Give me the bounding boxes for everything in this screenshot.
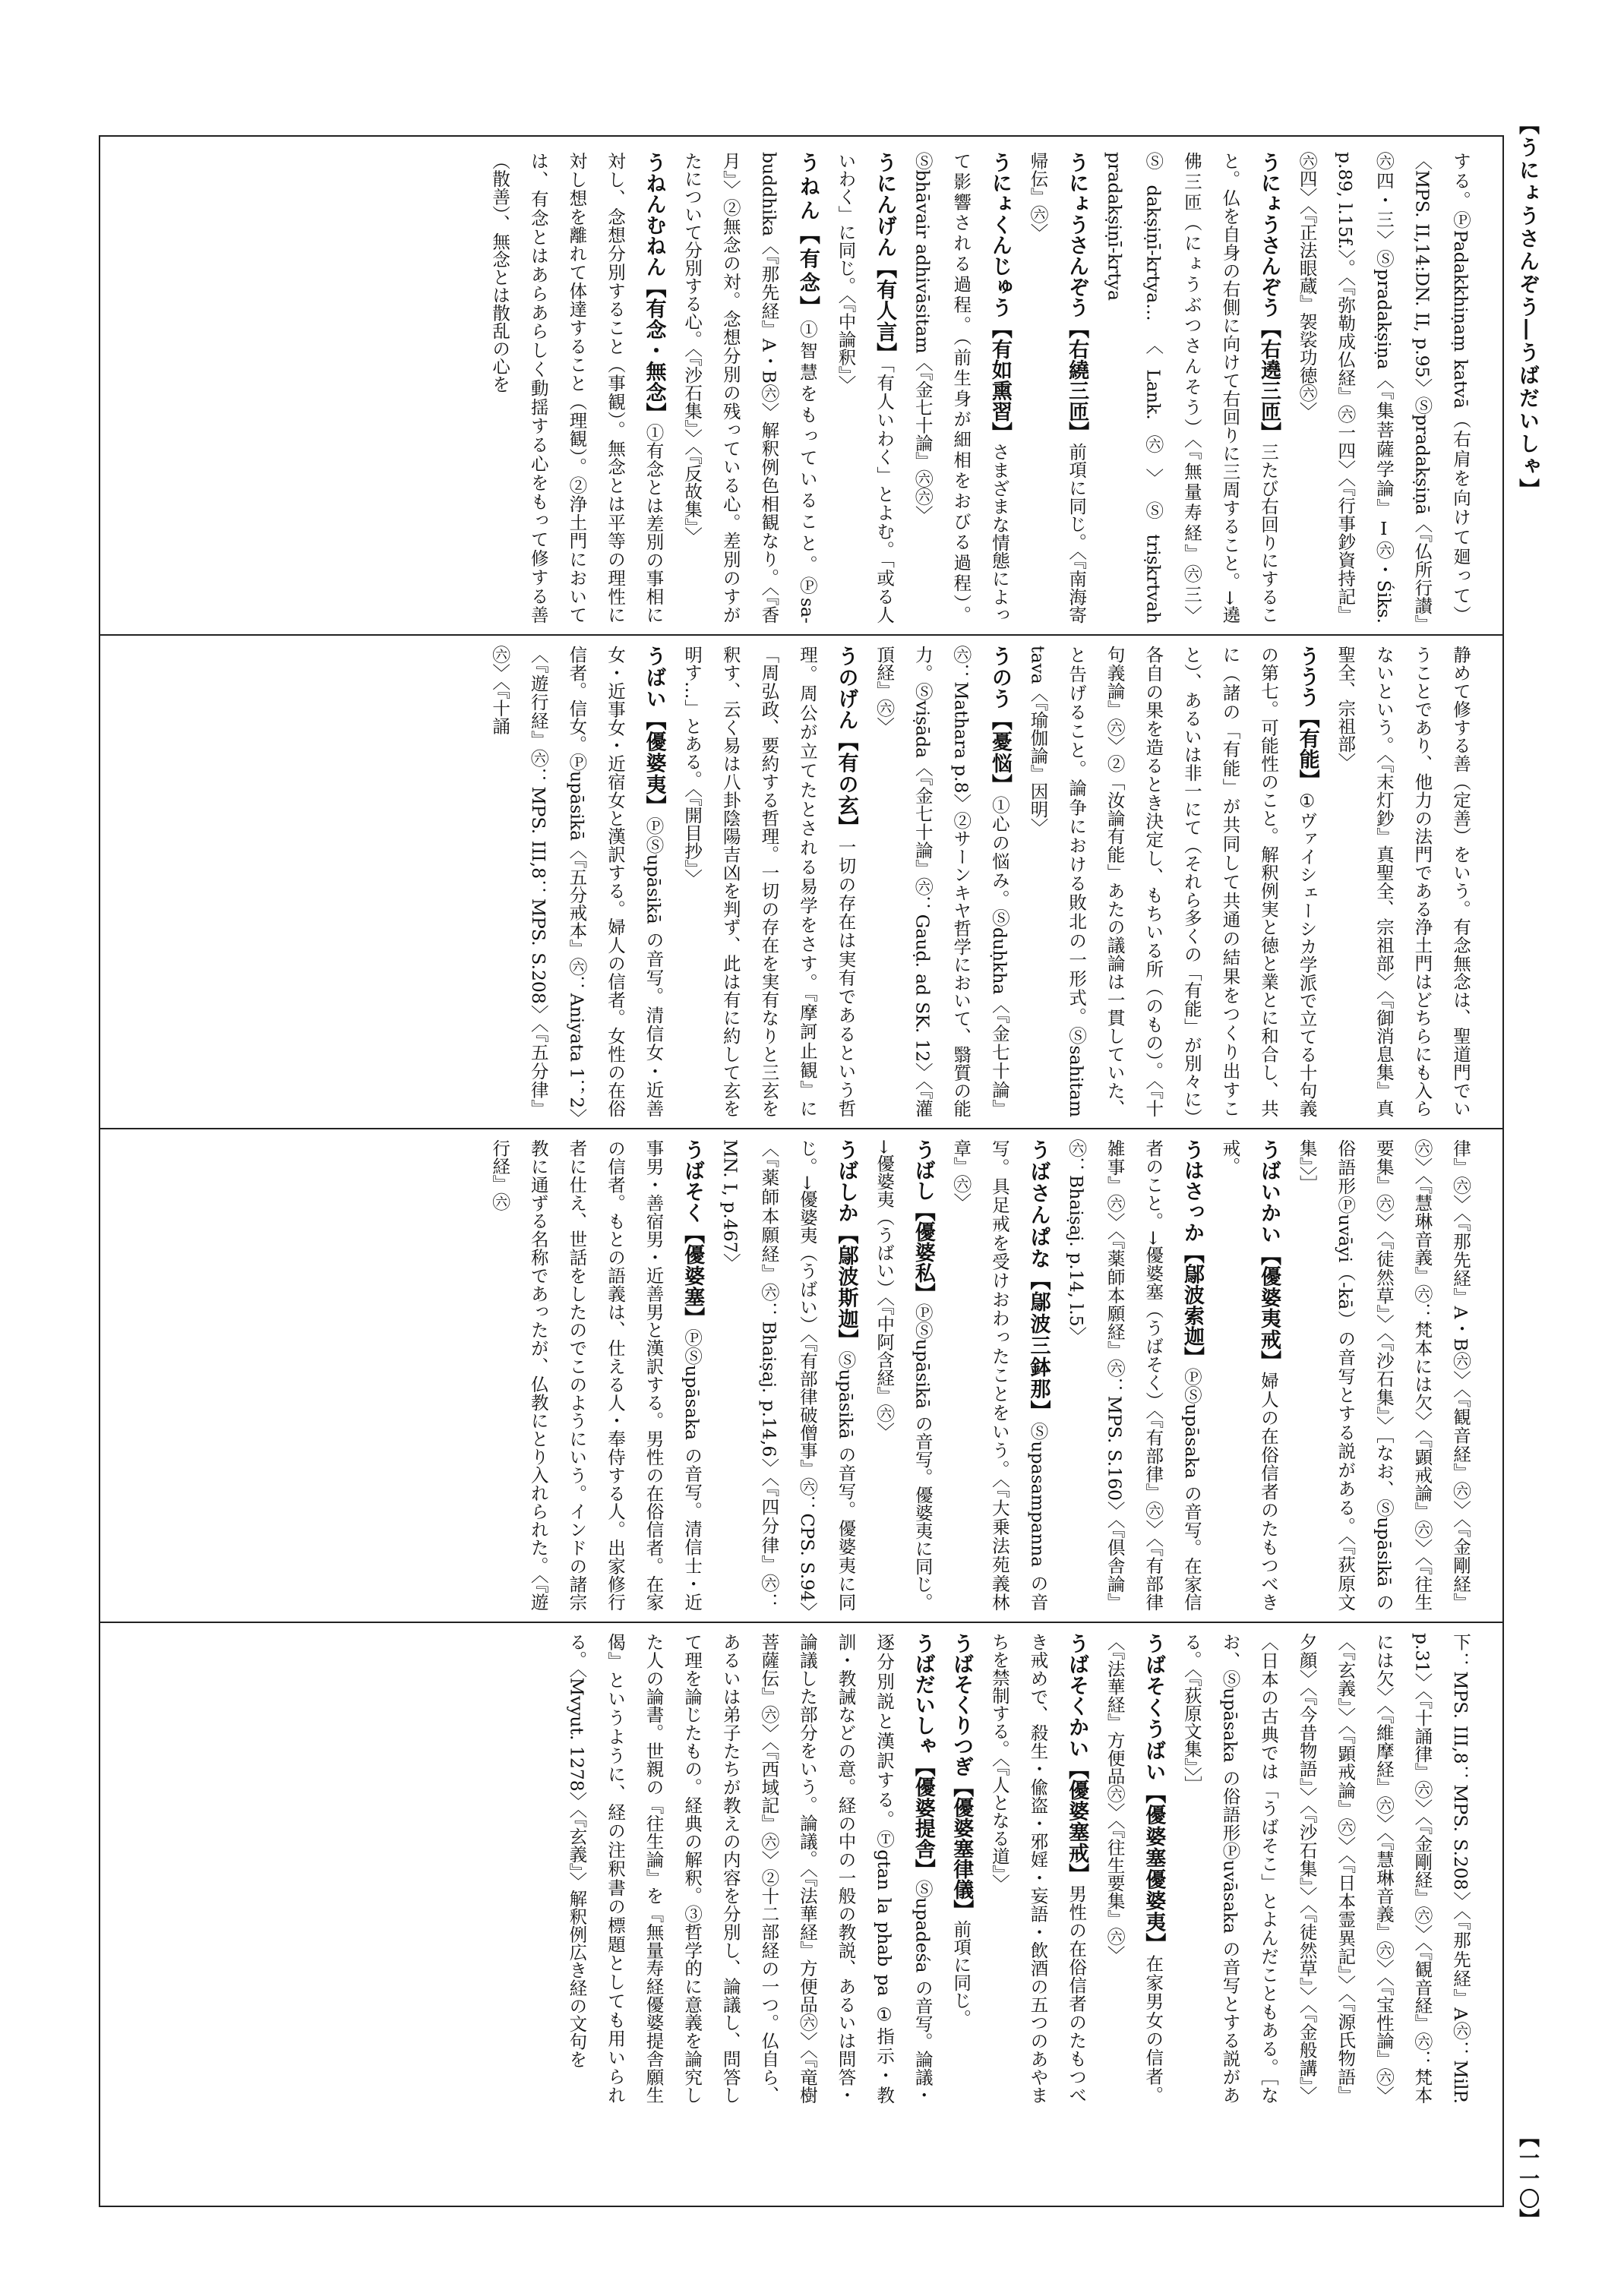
entry-headword: うねん【有念】	[795, 152, 820, 321]
dictionary-entry	[1027, 152, 1087, 624]
entry-headword: うにょうさんぞう【右遶三匝】	[1257, 152, 1281, 443]
entry-headword: うばさんぱな【鄔波三鉢那】	[1026, 1139, 1051, 1423]
entry-definition: ⓅⓈupāsikā の音写。清信女・近善女・近事女・近宿女と漢訳する。婦人の信者。女性の在俗信者。信女。Ⓟupāsikā〈『五分戒本』㊅：Aniyata 1；2〉〈『遊行経』㊅：MPS. III,8：MPS. S.208〉〈『五分律』㊅〉〈『十誦	[489, 646, 665, 1117]
entry-headword: うにょくんじゅう【有如熏習】	[987, 152, 1012, 443]
tier-divider	[99, 1128, 1504, 1129]
dictionary-entry	[1104, 1633, 1164, 2104]
dictionary-tier-1	[166, 152, 1480, 624]
dictionary-entry	[874, 1139, 934, 1611]
entry-definition: さまざまな情態によって影響される過程。（前生身が細相をおびる過程）。Ⓢbhāvair adhivāsitam〈『金七十論』㊅㊅〉	[912, 152, 1010, 624]
entry-headword: うばそくかい【優婆塞戒】	[1065, 1633, 1089, 1885]
entry-headword: うばそく【優婆塞】	[681, 1139, 705, 1329]
entry-headword: うにょうさんぞう【右繞三匝】	[1065, 152, 1089, 443]
running-head: 【うにょうさんぞう―うばだいしゃ】	[1515, 114, 1539, 501]
entry-definition: Ⓢupasampanna の音写。具足戒を受けおわったことをいう。〈『大乗法苑義林章』㊅〉	[950, 1139, 1049, 1611]
entry-headword: うばそくうばい【優婆塞優婆夷】	[1142, 1633, 1166, 1955]
entry-definition: 婦人の在俗信者のたもつべき戒。	[1219, 1139, 1280, 1611]
entry-definition: ⓅⓈupāsaka の音写。在家信者のこと。→優婆塞（うばそく）〈『有部律』㊅〉〈『有部律雑事』㊅〉〈『薬師本願経』㊅：MPS. S.160〉〈『倶舎論』㊅：Bhaiṣaj. p.14, l.5〉	[1066, 1139, 1202, 1611]
dictionary-entry	[1104, 152, 1279, 624]
dictionary-entry	[1297, 152, 1471, 624]
dictionary-entry	[566, 1633, 933, 2104]
dictionary-entry	[912, 152, 1010, 624]
entry-headword: うはさっか【鄔波索迦】	[1180, 1139, 1204, 1368]
entry-definition: 前項に同じ。	[950, 1920, 972, 2027]
entry-headword: うばそくりつぎ【優婆塞律儀】	[949, 1633, 974, 1920]
entry-definition: 前項に同じ。〈『南海寄帰伝』㊅〉	[1027, 152, 1088, 624]
page-number: 【一一〇】	[1515, 2127, 1539, 2229]
entry-headword: うばしか【鄔波斯迦】	[834, 1139, 858, 1351]
dictionary-tier-4	[166, 1633, 1480, 2104]
entry-definition: する。ⓅPadakkhiṇaṃ katvā（右肩を向けて廻って）〈MPS. II,14:DN. II, p.95〉Ⓢpradakṣiṇā〈『仏所行讃』㊅四・三〉Ⓢpradakṣiṇa〈『集菩薩学論』Ⅰ㊅・Śiks. p.89, l.15f.〉。〈『弥勒成仏経』㊅一四〉〈『行事鈔資持記』㊅四〉〈『正法眼蔵』袈裟功徳㊅〉	[1296, 152, 1471, 624]
dictionary-entry	[874, 646, 1010, 1117]
entry-headword: うばだいしゃ【優婆提舎】	[911, 1633, 935, 1880]
entry-headword: うのう【憂悩】	[987, 646, 1012, 796]
dictionary-entry	[681, 152, 818, 624]
dictionary-entry	[489, 1139, 703, 1611]
dictionary-tier-3	[166, 1139, 1480, 1611]
dictionary-entry	[1066, 1139, 1202, 1611]
entry-headword: うにんげん【有人言】	[873, 152, 897, 365]
tier-divider	[99, 634, 1504, 636]
entry-definition: Ⓢupadeśa の音写。論議・逐分別説と漢訳する。Ⓣgtan la phab pa ①指示・教訓・教誡などの意。経の中の一般の教説、あるいは問答・論議した部分をいう。論議。〈『法華経』方便品㊅〉〈『竜樹菩薩伝』㊅〉〈『西域記』㊅〉②十二部経の一つ。仏自ら、あるいは弟子たちが教えの内容を分別し、論議し、問答して理を論じたもの。経典の解釈。③哲学的に意義を論究した人の論書。世親の『往生論』を『無量寿経優婆提舎願生偈』というように、経の注釈書の標題としても用いられる。〈Mvyut. 1278〉〈『玄義』〉解釈例広き経の文句を	[566, 1633, 934, 2104]
entry-definition: 三たび右回りにすること。仏を自身の右側に向けて右回りに三周すること。→遶佛三匝（にょうぶつさんそう）〈『無量寿経』㊅三〉Ⓢdakṣiṇī-krtya…〈Lank.㊅〉Ⓢtriṣkrtvah pradakṣiṇī-krtya	[1104, 152, 1280, 624]
entry-definition: ⓅⓈupāsaka の音写。清信士・近事男・善宿男・近善男と漢訳する。男性の在俗信者。在家の信者。もとの語義は、仕える人・奉侍する人。出家修行者に仕え、世話をしたのでこのようにいう。インドの諸宗教に通ずる名称であったが、仏教にとり入れられた。〈『遊行経』㊅	[489, 1139, 703, 1611]
entry-headword: ううう【有能】	[1295, 646, 1319, 791]
dictionary-entry	[1297, 1139, 1471, 1611]
entry-definition: 下：MPS. III,8：MPS. S.208〉〈『那先経』A㊅：MilP. p.31〉〈『十誦律』㊅〉〈『金剛経』㊅〉〈『観音経』㊅：梵本には欠〉〈『維摩経』㊅〉〈『慧琳音義』㊅〉〈『宝性論』㊅〉〈『玄義』〉〈『顕戒論』㊅〉〈『日本霊異記』〉〈『源氏物語』夕顔〉〈『今昔物語』〉〈『沙石集』〉〈『徒然草』〉〈『金般講』〉〈日本の古典では「うばそこ」とよんだこともある。［なお、Ⓢupāsaka の俗語形Ⓟuvāsaka の音写とする説がある。〈『荻原文集』〉］	[1180, 1633, 1471, 2104]
entry-definition: 「有人いわく」とよむ。「或る人いわく」に同じ。〈『中論釈』〉	[835, 152, 896, 624]
entry-definition: ①有念とは差別の事相に対し、念想分別すること（事観）。無念とは平等の理性に対し想を離れて体達すること（理観）。②浄土門においては、有念とはあらあらしく動揺する心をもって修する善（散善）、無念とは散乱の心を	[489, 152, 665, 624]
dictionary-entry	[950, 1633, 972, 2027]
entry-definition: Ⓢupāsikā の音写。優婆夷に同じ。→優婆夷（うばい）〈『有部律破僧事』㊅：CPS. S.94〉〈『薬師本願経』㊅：Bhaiṣaj. p.14,6〉〈『四分律』㊅：MN. I, p.467〉	[719, 1139, 857, 1611]
dictionary-entry	[989, 1633, 1087, 2104]
dictionary-entry	[836, 152, 896, 624]
dictionary-entry	[1219, 1139, 1279, 1611]
dictionary-entry	[720, 1139, 857, 1611]
dictionary-entry	[489, 152, 664, 624]
entry-definition: 男性の在俗信者のたもつべき戒めで、殺生・偸盗・邪婬・妄語・飲酒の五つのあやまちを禁制する。〈『人となる道』〉	[988, 1633, 1088, 2104]
entry-headword: うばいかい【優婆夷戒】	[1257, 1139, 1281, 1372]
entry-headword: うばい【優婆夷】	[642, 646, 666, 817]
entry-definition: 一切の存在は実有であるという哲理。周公が立てたとされる易学をさす。『摩訶止観』に「周弘政、要約する哲理。一切の存在を実有なりと三玄を釈す、云く易は八卦陰陽吉凶を判ず、此は有に約して玄を明す…」とある。〈『開目抄』〉	[681, 646, 857, 1117]
dictionary-entry	[1335, 646, 1471, 1117]
entry-headword: うばし【優婆私】	[911, 1139, 935, 1303]
entry-definition: 在家男女の信者。〈『法華経』方便品㊅〉〈『往生要集』㊅〉	[1104, 1633, 1164, 2104]
dictionary-entry	[1181, 1633, 1471, 2104]
entry-definition: ①心の悩み。Ⓢduḥkha〈『金七十論』㊅：Mathara p.8〉②サーンキヤ哲学において、翳質の能力。Ⓢviṣāda〈『金七十論』㊅：Gauḍ. ad SK. 12〉〈『灌頂経』㊅〉	[874, 646, 1010, 1117]
entry-definition: ①ヴァイシェーシカ学派で立てる十句義の第七。可能性のこと。解釈例実と徳と業とに和合し、共に（諸の「有能」が共同して共通の結果をつくり出すこと）、あるいは非一にて（それら多くの「有能」が別々に）各自の果を造るとき決定し、もちいる所（のもの）。〈『十句義論』㊅〉②「汝論有能」あたの議論は一貫していた、と告げること。論争における敗北の一形式。Ⓢsahitam tava〈『瑜伽論』因明〉	[1027, 646, 1318, 1117]
dictionary-tier-2	[166, 646, 1480, 1117]
dictionary-entry	[1027, 646, 1317, 1117]
dictionary-entry	[681, 646, 856, 1117]
tier-divider	[99, 1622, 1504, 1623]
entry-headword: うねんむねん【有念・無念】	[642, 152, 666, 424]
entry-headword: うのげん【有の玄】	[834, 646, 858, 838]
entry-definition: 静めて修する善（定善）をいう。有念無念は、聖道門でいうことであり、他力の法門である浄土門はどちらにも入らないという。〈『末灯鈔』真聖全、宗祖部〉〈『御消息集』真聖全、宗祖部〉	[1335, 646, 1471, 1117]
dictionary-entry	[489, 646, 664, 1117]
entry-definition: ⓅⓈupāsikā の音写。優婆夷に同じ。→優婆夷（うばい）〈『中阿含経』㊅〉	[874, 1139, 934, 1611]
entry-definition: 律』㊅〉〈『那先経』A・B㊅〉〈『観音経』㊅〉〈『金剛経』㊅〉〈『慧琳音義』㊅：梵本には欠〉〈『顕戒論』㊅〉〈『往生要集』㊅〉〈『徒然草』〉〈『沙石集』〉［なお、Ⓢupāsikā の俗語形Ⓟuvāyi（-kā）の音写とする説がある。〈『荻原文集』〉］	[1296, 1139, 1471, 1611]
dictionary-entry	[950, 1139, 1051, 1611]
entry-definition: ①智慧をもっていること。Ⓟsa-buddhika〈『那先経』A・B㊅〉解釈例色相観なり。〈『香月』〉②無念の対。念想分別の残っている心。差別のすがたについて分別する心。〈『沙石集』〉〈『反故集』〉	[681, 152, 818, 624]
